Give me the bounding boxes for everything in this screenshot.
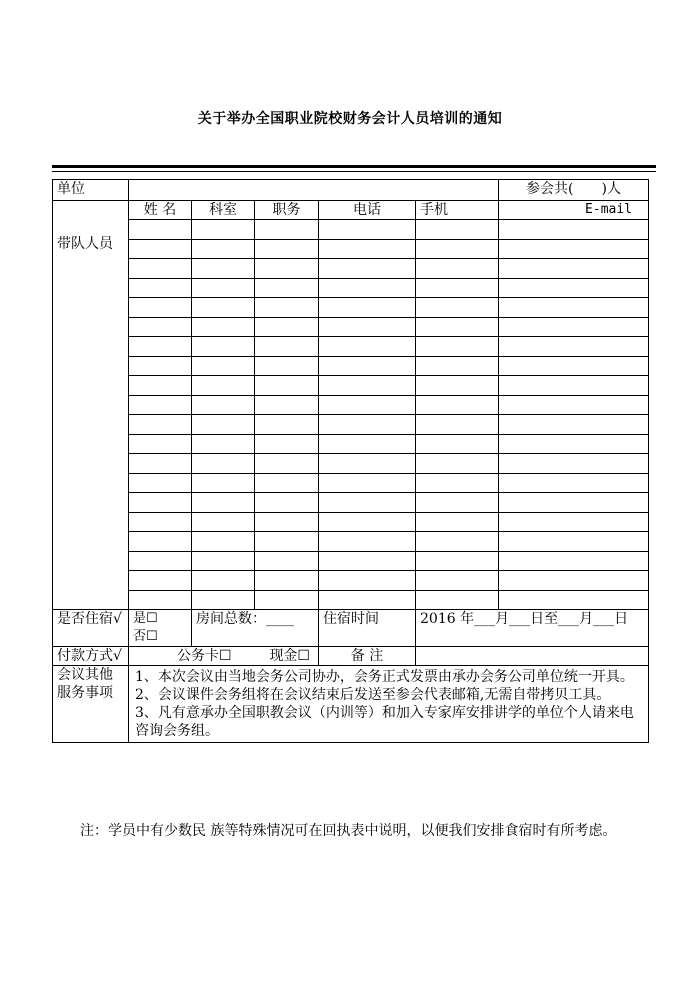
payment-card-checkbox[interactable]: 公务卡☐ — [177, 648, 232, 664]
participant-cell[interactable] — [129, 590, 192, 610]
participant-row — [53, 493, 649, 513]
participant-cell[interactable] — [129, 298, 192, 318]
participant-row — [53, 571, 649, 591]
payment-row — [53, 647, 649, 666]
service-item: 2、会议课件会务组将在会议结束后发送至参会代表邮箱,无需自带拷贝工具。 — [135, 687, 611, 703]
participant-row — [53, 512, 649, 532]
participant-cell[interactable] — [416, 239, 499, 259]
participant-cell[interactable] — [416, 454, 499, 474]
participant-cell[interactable] — [319, 259, 416, 279]
participant-cell[interactable] — [319, 532, 416, 552]
participant-cell[interactable] — [319, 590, 416, 610]
participant-cell[interactable] — [499, 337, 649, 357]
participant-cell[interactable] — [319, 551, 416, 571]
participant-cell[interactable] — [255, 337, 319, 357]
participant-row — [53, 356, 649, 376]
remark-field[interactable] — [416, 647, 649, 666]
participant-cell[interactable] — [319, 454, 416, 474]
team-label-text: 带队人员 — [57, 236, 113, 252]
participant-cell[interactable] — [192, 454, 255, 474]
participant-cell[interactable] — [319, 512, 416, 532]
participant-cell[interactable] — [192, 317, 255, 337]
participant-cell[interactable] — [319, 434, 416, 454]
participant-cell[interactable] — [255, 454, 319, 474]
participant-row — [53, 278, 649, 298]
participant-cell[interactable] — [499, 356, 649, 376]
participant-cell[interactable] — [192, 337, 255, 357]
participant-cell[interactable] — [416, 415, 499, 435]
participant-cell[interactable] — [416, 298, 499, 318]
participant-row — [53, 551, 649, 571]
unit-row — [53, 180, 649, 201]
participant-cell[interactable] — [255, 220, 319, 240]
footer-note: 注：学员中有少数民 族等特殊情况可在回执表中说明，以便我们安排食宿时有所考虑。 — [80, 823, 617, 839]
title-rule-thick — [52, 165, 656, 168]
participant-cell[interactable] — [192, 278, 255, 298]
participant-cell[interactable] — [255, 571, 319, 591]
participant-cell[interactable] — [319, 415, 416, 435]
participant-cell[interactable] — [192, 356, 255, 376]
services-row — [53, 666, 649, 743]
participant-cell[interactable] — [499, 454, 649, 474]
participant-cell[interactable] — [319, 337, 416, 357]
participant-cell[interactable] — [129, 220, 192, 240]
registration-form-table — [52, 179, 649, 743]
participant-cell[interactable] — [416, 493, 499, 513]
participant-cell[interactable] — [255, 434, 319, 454]
participant-cell[interactable] — [499, 298, 649, 318]
col-department: 科室 — [192, 201, 255, 220]
participant-cell[interactable] — [192, 512, 255, 532]
participant-cell[interactable] — [255, 395, 319, 415]
participant-cell[interactable] — [416, 337, 499, 357]
participant-row — [53, 259, 649, 279]
participant-cell[interactable] — [192, 493, 255, 513]
payment-options-line — [133, 647, 314, 665]
participant-cell[interactable] — [319, 395, 416, 415]
participant-row — [53, 590, 649, 610]
remark-label: 备 注 — [319, 647, 416, 666]
col-position: 职务 — [255, 201, 319, 220]
participant-cell[interactable] — [255, 259, 319, 279]
participant-cell[interactable] — [129, 239, 192, 259]
participant-cell[interactable] — [192, 473, 255, 493]
participant-cell[interactable] — [255, 493, 319, 513]
payment-cash-checkbox[interactable]: 现金☐ — [269, 648, 310, 664]
participant-row — [53, 434, 649, 454]
participant-cell[interactable] — [129, 395, 192, 415]
participant-cell[interactable] — [499, 376, 649, 396]
participant-cell[interactable] — [192, 239, 255, 259]
participant-cell[interactable] — [192, 434, 255, 454]
lodging-yes-checkbox[interactable]: 是☐ — [133, 611, 158, 626]
participant-cell[interactable] — [129, 337, 192, 357]
participant-cell[interactable] — [255, 278, 319, 298]
participant-cell[interactable] — [129, 376, 192, 396]
participant-cell[interactable] — [192, 532, 255, 552]
participant-cell[interactable] — [255, 239, 319, 259]
participant-cell[interactable] — [319, 473, 416, 493]
participant-cell[interactable] — [129, 532, 192, 552]
lodging-time-label: 住宿时间 — [319, 610, 416, 647]
participant-row — [53, 317, 649, 337]
participant-cell[interactable] — [416, 571, 499, 591]
participant-cell[interactable] — [416, 590, 499, 610]
col-email: E-mail — [499, 201, 649, 220]
participant-cell[interactable] — [499, 571, 649, 591]
participant-row — [53, 395, 649, 415]
participant-row — [53, 337, 649, 357]
col-phone: 电话 — [319, 201, 416, 220]
participant-cell[interactable] — [416, 220, 499, 240]
team-label — [53, 201, 129, 610]
unit-field[interactable] — [129, 180, 499, 201]
lodging-row — [53, 610, 649, 647]
participant-cell[interactable] — [416, 259, 499, 279]
participant-cell[interactable] — [255, 356, 319, 376]
service-item: 1、本次会议由当地会务公司协办，会务正式发票由承办会务公司单位统一开具。 — [135, 669, 634, 685]
participant-cell[interactable] — [319, 220, 416, 240]
participant-cell[interactable] — [416, 434, 499, 454]
participant-cell[interactable] — [129, 512, 192, 532]
participant-cell[interactable] — [416, 473, 499, 493]
participant-cell[interactable] — [129, 551, 192, 571]
participant-cell[interactable] — [319, 278, 416, 298]
participant-cell[interactable] — [129, 278, 192, 298]
lodging-no-checkbox[interactable]: 否☐ — [133, 629, 158, 644]
participant-cell[interactable] — [129, 317, 192, 337]
participant-cell[interactable] — [129, 473, 192, 493]
participant-cell[interactable] — [499, 239, 649, 259]
participant-row — [53, 298, 649, 318]
participant-cell[interactable] — [416, 376, 499, 396]
participant-row — [53, 473, 649, 493]
unit-label: 单位 — [53, 180, 129, 201]
participant-cell[interactable] — [416, 551, 499, 571]
participant-cell[interactable] — [255, 473, 319, 493]
participant-cell[interactable] — [129, 493, 192, 513]
participant-cell[interactable] — [499, 395, 649, 415]
participant-cell[interactable] — [129, 415, 192, 435]
participant-cell[interactable] — [192, 395, 255, 415]
participant-cell[interactable] — [499, 493, 649, 513]
participant-row — [53, 239, 649, 259]
participant-cell[interactable] — [319, 298, 416, 318]
participant-cell[interactable] — [416, 512, 499, 532]
participant-cell[interactable] — [416, 532, 499, 552]
participant-cell[interactable] — [319, 376, 416, 396]
title-rule-thin — [52, 171, 656, 172]
participant-cell[interactable] — [129, 454, 192, 474]
participant-cell[interactable] — [192, 220, 255, 240]
participant-cell[interactable] — [255, 532, 319, 552]
participant-cell[interactable] — [499, 512, 649, 532]
participant-cell[interactable] — [499, 220, 649, 240]
lodging-yes-no[interactable] — [129, 610, 192, 647]
participant-cell[interactable] — [192, 259, 255, 279]
participant-cell[interactable] — [319, 317, 416, 337]
participant-row — [53, 220, 649, 240]
service-item: 3、凡有意承办全国职教会议（内训等）和加入专家库安排讲学的单位个人请来电咨询会务组。 — [135, 705, 634, 739]
participant-cell[interactable] — [416, 356, 499, 376]
participant-cell[interactable] — [499, 259, 649, 279]
participant-cell[interactable] — [255, 415, 319, 435]
participant-cell[interactable] — [255, 512, 319, 532]
lodging-time-field[interactable]: 2016 年___月___日至___月___日 — [416, 610, 649, 647]
participant-cell[interactable] — [499, 415, 649, 435]
participant-cell[interactable] — [319, 571, 416, 591]
document-title: 关于举办全国职业院校财务会计人员培训的通知 — [197, 111, 503, 127]
col-name: 姓 名 — [129, 201, 192, 220]
participant-cell[interactable] — [319, 356, 416, 376]
participant-cell[interactable] — [129, 571, 192, 591]
participant-cell[interactable] — [255, 317, 319, 337]
participant-cell[interactable] — [499, 317, 649, 337]
attendee-count-field[interactable]: 参会共( )人 — [499, 180, 649, 201]
services-content — [129, 666, 649, 743]
participant-row — [53, 415, 649, 435]
participant-cell[interactable] — [499, 278, 649, 298]
participant-cell[interactable] — [129, 259, 192, 279]
participant-cell[interactable] — [129, 356, 192, 376]
participant-cell[interactable] — [319, 493, 416, 513]
team-header-row — [53, 201, 649, 220]
participant-cell[interactable] — [499, 532, 649, 552]
services-label: 会议其他服务事项 — [53, 666, 129, 743]
participant-cell[interactable] — [255, 551, 319, 571]
participant-cell[interactable] — [192, 551, 255, 571]
payment-options — [129, 647, 319, 666]
participant-cell[interactable] — [416, 317, 499, 337]
participant-row — [53, 376, 649, 396]
participant-cell[interactable] — [255, 298, 319, 318]
participant-cell[interactable] — [192, 298, 255, 318]
participant-cell[interactable] — [416, 278, 499, 298]
participant-cell[interactable] — [192, 590, 255, 610]
participant-cell[interactable] — [192, 571, 255, 591]
participant-cell[interactable] — [319, 239, 416, 259]
participant-cell[interactable] — [416, 395, 499, 415]
participant-cell[interactable] — [499, 434, 649, 454]
participant-cell[interactable] — [192, 415, 255, 435]
participant-cell[interactable] — [129, 434, 192, 454]
participant-cell[interactable] — [255, 590, 319, 610]
payment-label: 付款方式√ — [53, 647, 129, 666]
participant-cell[interactable] — [499, 473, 649, 493]
participant-row — [53, 532, 649, 552]
participant-cell[interactable] — [192, 376, 255, 396]
participant-cell[interactable] — [255, 376, 319, 396]
lodging-label: 是否住宿√ — [53, 610, 129, 647]
col-mobile: 手机 — [416, 201, 499, 220]
participant-row — [53, 454, 649, 474]
room-count-field[interactable]: 房间总数：____ — [192, 610, 319, 647]
participant-cell[interactable] — [499, 590, 649, 610]
participant-cell[interactable] — [499, 551, 649, 571]
